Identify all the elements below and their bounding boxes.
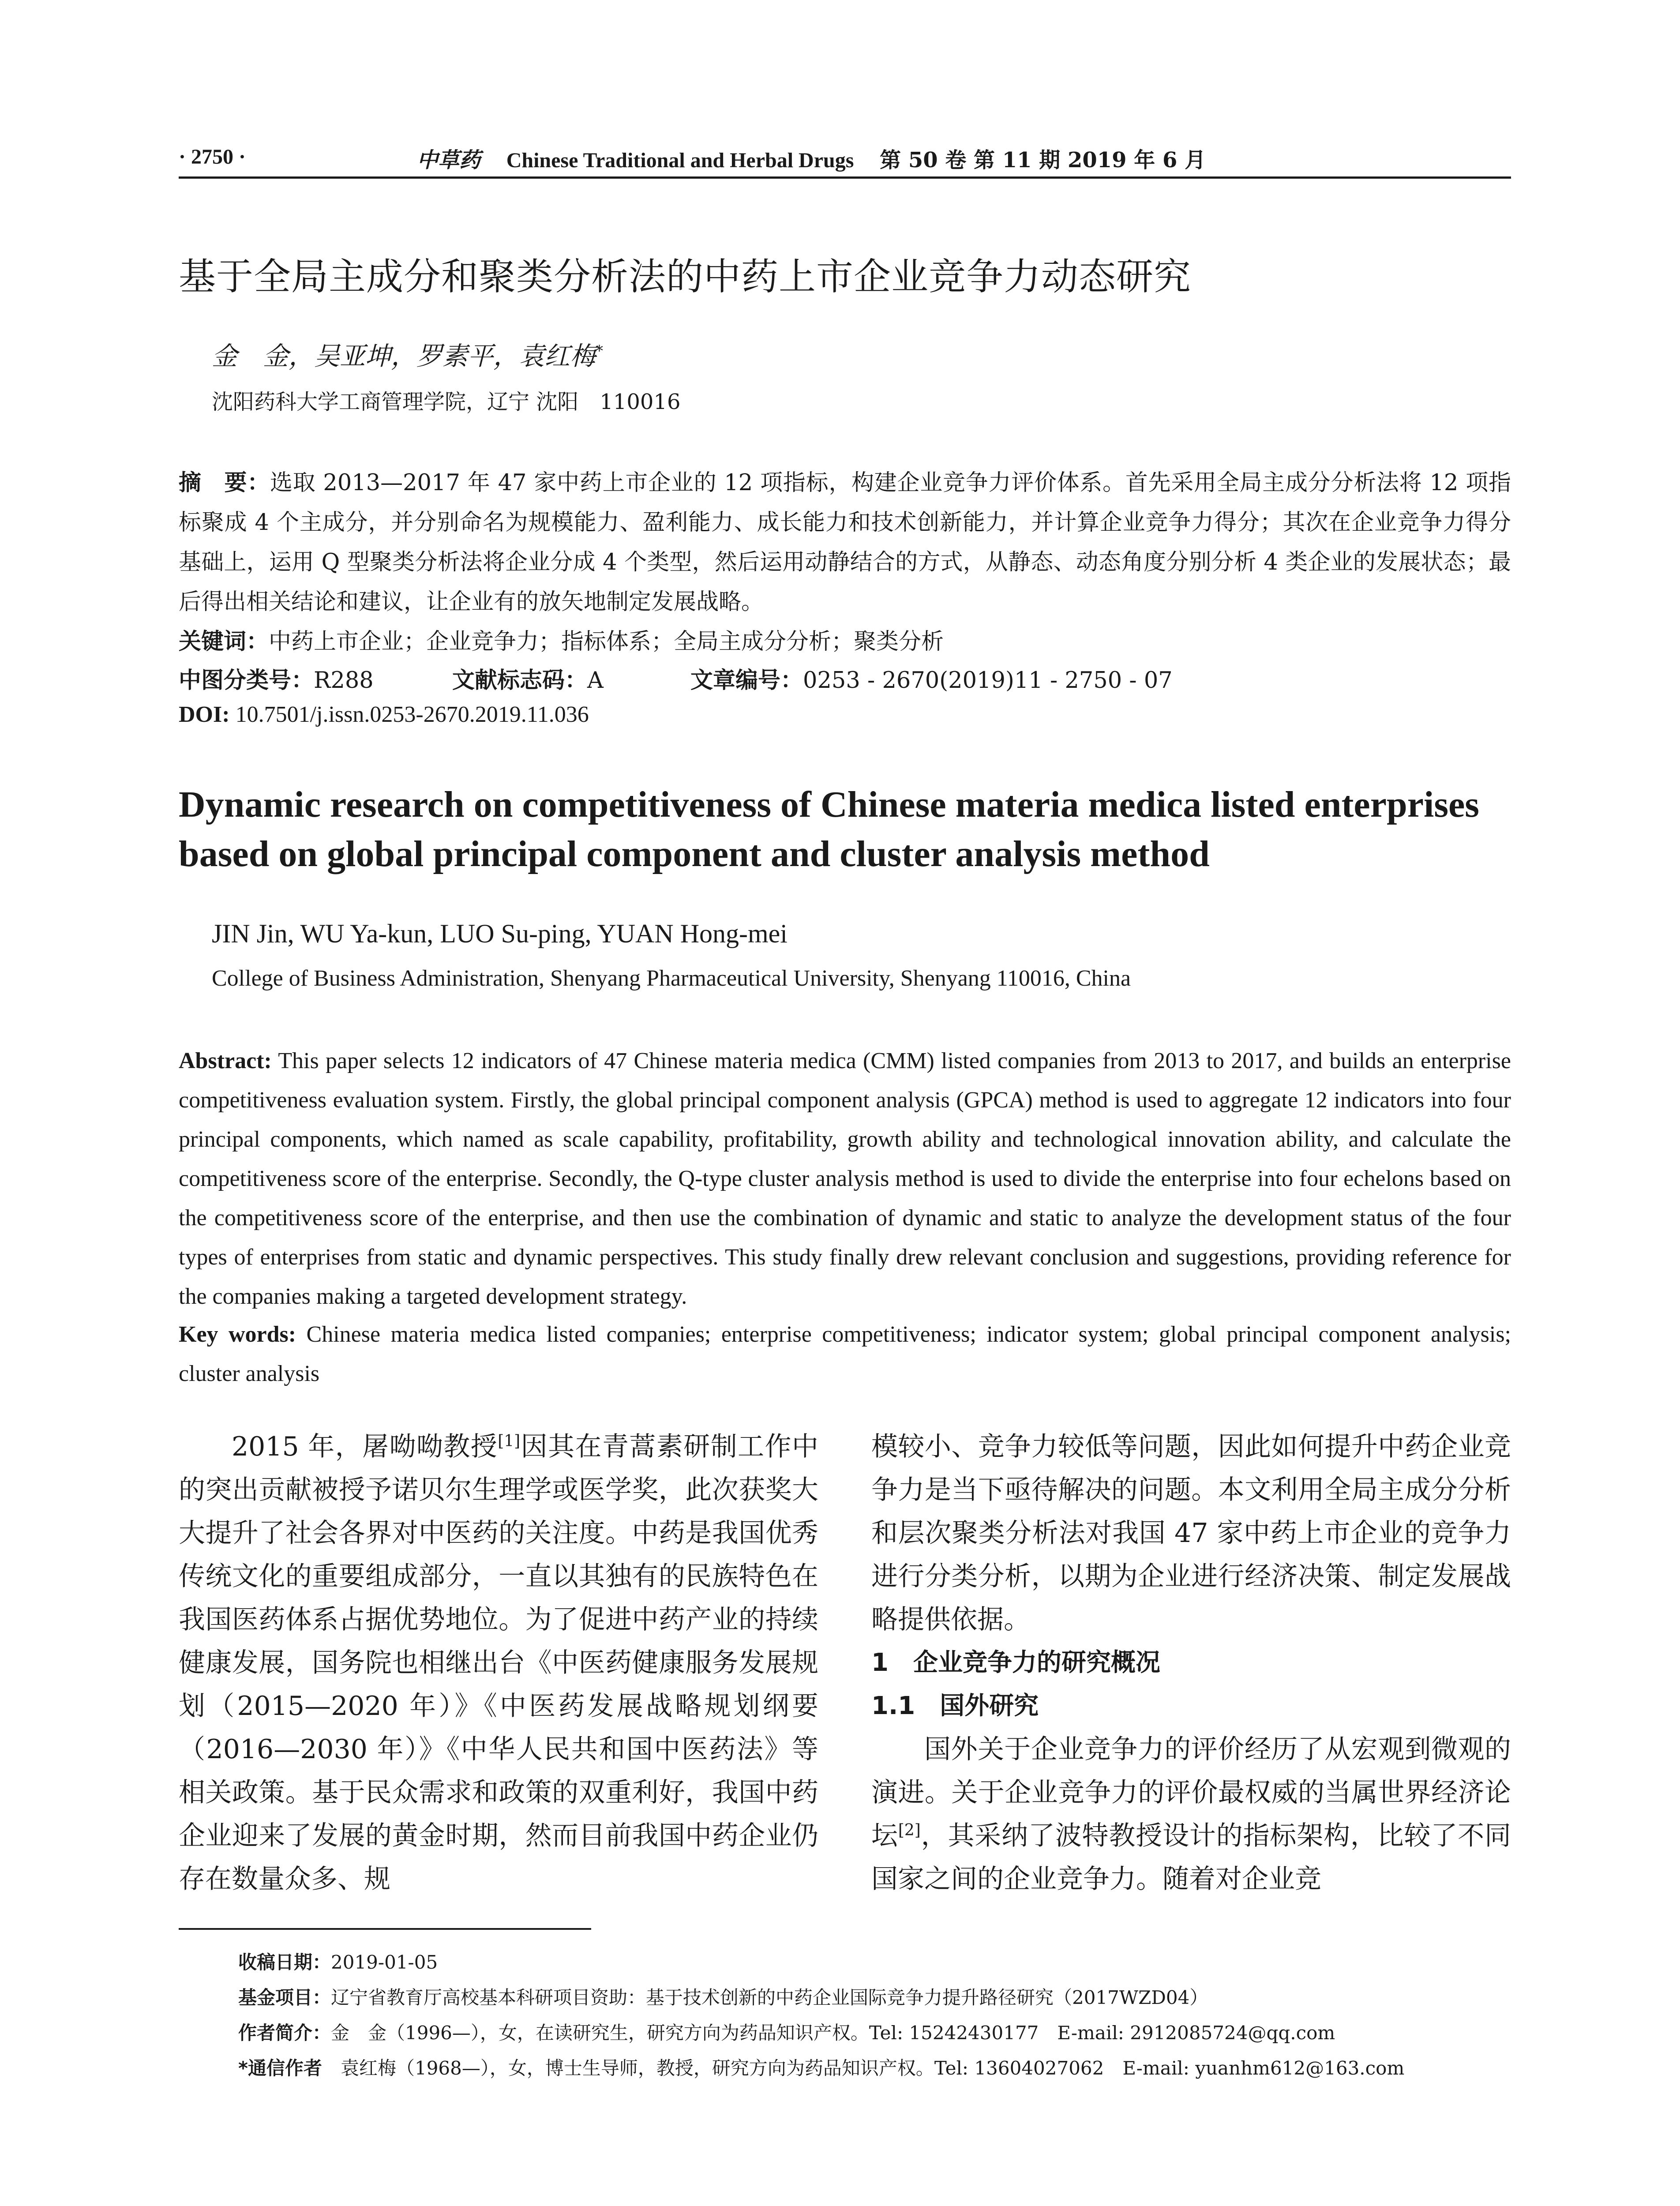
running-header bbox=[179, 140, 1511, 177]
volume-info: 第 50 卷 第 11 期 2019 年 6 月 bbox=[880, 148, 1206, 173]
page-number: · 2750 · bbox=[179, 145, 246, 169]
footnote-corresponding: *通信作者 袁红梅（1968—），女，博士生导师，教授，研究方向为药品知识产权。Tel: 13604027062 E-mail: yuanhm612@163.com bbox=[238, 2057, 1405, 2079]
abstract-en-label: Abstract: bbox=[179, 1048, 272, 1073]
section-heading-1-1: 1.1 国外研究 bbox=[871, 1692, 1039, 1720]
keywords-cn bbox=[179, 622, 1511, 662]
journal-name-en: Chinese Traditional and Herbal Drugs bbox=[506, 149, 854, 172]
affiliation-en: College of Business Administration, Shenyang Pharmaceutical University, Shenyang 110016, China bbox=[212, 966, 1131, 991]
keywords-en bbox=[179, 1315, 1511, 1393]
article-number-label: 文章编号： bbox=[690, 668, 803, 694]
abstract-cn-text: 选取 2013—2017 年 47 家中药上市企业的 12 项指标，构建企业竞争力评价体系。首先采用全局主成分分析法将 12 项指标聚成 4 个主成分，并分别命名为规模能力、盈利能力、成长能力和技术创新能力，并计算企业竞争力得分；其次在企业竞争力得分基础上，运用 Q 型聚类分析法将企业分成 4 个类型，然后运用动静结合的方式，从静态、动态角度分别分析 4 类企业的发展状态；最后得出相关结论和建议，让企业有的放矢地制定发展战略。 bbox=[179, 470, 1511, 615]
clc-label: 中图分类号： bbox=[179, 668, 314, 694]
doc-code-value: A bbox=[587, 668, 604, 694]
footnotes bbox=[238, 1945, 1518, 2086]
authors-cn-names: 金 金，吴亚坤，罗素平，袁红梅 bbox=[212, 341, 596, 371]
body-paragraph: 国外关于企业竞争力的评价经历了从宏观到微观的演进。关于企业竞争力的评价最权威的当属世界经济论坛[2]，其采纳了波特教授设计的指标架构，比较了不同国家之间的企业竞争力。随着对企业竞 bbox=[871, 1734, 1511, 1895]
body-paragraph: 2015 年，屠呦呦教授[1]因其在青蒿素研制工作中的突出贡献被授予诺贝尔生理学或医学奖，此次获奖大大提升了社会各界对中医药的关注度。中药是我国优秀传统文化的重要组成部分，一直以其独有的民族特色在我国医药体系占据优势地位。为了促进中药产业的持续健康发展，国务院也相继出台《中医药健康服务发展规划（2015—2020 年）》《中医药发展战略规划纲要（2016—2030 年）》《中华人民共和国中医药法》等相关政策。基于民众需求和政策的双重利好，我国中药企业迎来了发展的黄金时期，然而目前我国中药企业仍存在数量众多、规 bbox=[179, 1431, 818, 1895]
header-rule bbox=[179, 176, 1511, 179]
journal-info bbox=[417, 143, 1206, 173]
footnote-received: 收稿日期：2019-01-05 bbox=[238, 1951, 438, 1973]
footnote-rule bbox=[179, 1928, 591, 1930]
keywords-cn-text: 中药上市企业；企业竞争力；指标体系；全局主成分分析；聚类分析 bbox=[269, 629, 944, 655]
keywords-en-text: Chinese materia medica listed companies; enterprise competitiveness; indicator system; global principal component analysis; cluster analysis bbox=[179, 1322, 1511, 1386]
body-paragraph: 模较小、竞争力较低等问题，因此如何提升中药企业竞争力是当下亟待解决的问题。本文利用全局主成分分析和层次聚类分析法对我国 47 家中药上市企业的竞争力进行分类分析，以期为企业进行经济决策、制定发展战略提供依据。 bbox=[871, 1431, 1511, 1635]
title-en: Dynamic research on competitiveness of Chinese materia medica listed enterprises based on global principal component and cluster analysis method bbox=[179, 784, 1479, 874]
doi-value: 10.7501/j.issn.0253-2670.2019.11.036 bbox=[235, 702, 589, 727]
title-cn: 基于全局主成分和聚类分析法的中药上市企业竞争力动态研究 bbox=[179, 255, 1192, 298]
article-number-value: 0253 - 2670(2019)11 - 2750 - 07 bbox=[803, 668, 1173, 694]
body-column-right bbox=[871, 1425, 1511, 1901]
affiliation-cn: 沈阳药科大学工商管理学院，辽宁 沈阳 110016 bbox=[212, 390, 681, 414]
abstract-cn-label: 摘 要： bbox=[179, 470, 270, 496]
doi-line bbox=[179, 702, 589, 728]
abstract-en-text: This paper selects 12 indicators of 47 Chinese materia medica (CMM) listed companies from 2013 to 2017, and builds an enterprise competitiveness evaluation system. Firstly, the global principal component analysis (GPCA) method is used to aggregate 12 indicators into four principal components, which named as scale capability, profitability, growth ability and technological innovation ability, and calculate the competitiveness score of the enterprise. Secondly, the Q-type cluster analysis method is used to divide the enterprise into four echelons based on the competitiveness score of the enterprise, and then use the combination of dynamic and static to analyze the development status of the four types of enterprises from static and dynamic perspectives. This study finally drew relevant conclusion and suggestions, providing reference for the companies making a targeted development strategy. bbox=[179, 1048, 1511, 1309]
abstract-cn bbox=[179, 463, 1511, 622]
body-column-left bbox=[179, 1425, 818, 1901]
footnote-fund: 基金项目：辽宁省教育厅高校基本科研项目资助：基于技术创新的中药企业国际竞争力提升路径研究（2017WZD04） bbox=[238, 1987, 1208, 2008]
authors-cn bbox=[212, 335, 603, 372]
section-heading-1: 1 企业竞争力的研究概况 bbox=[871, 1648, 1160, 1677]
doi-label: DOI: bbox=[179, 702, 230, 727]
keywords-cn-label: 关键词： bbox=[179, 629, 269, 655]
citation-ref[interactable]: [1] bbox=[498, 1432, 521, 1450]
keywords-en-label: Key words: bbox=[179, 1322, 296, 1347]
clc-value: R288 bbox=[314, 668, 374, 694]
classification-line bbox=[179, 662, 1511, 694]
abstract-en bbox=[179, 1041, 1511, 1316]
citation-ref[interactable]: [2] bbox=[898, 1821, 921, 1839]
corresponding-mark: * bbox=[596, 342, 604, 360]
authors-en: JIN Jin, WU Ya-kun, LUO Su-ping, YUAN Hong-mei bbox=[212, 919, 788, 948]
doc-code-label: 文献标志码： bbox=[452, 668, 588, 694]
footnote-author-bio: 作者简介：金 金（1996—），女，在读研究生，研究方向为药品知识产权。Tel: 15242430177 E-mail: 2912085724@qq.com bbox=[238, 2022, 1335, 2044]
journal-name-cn: 中草药 bbox=[417, 148, 481, 173]
